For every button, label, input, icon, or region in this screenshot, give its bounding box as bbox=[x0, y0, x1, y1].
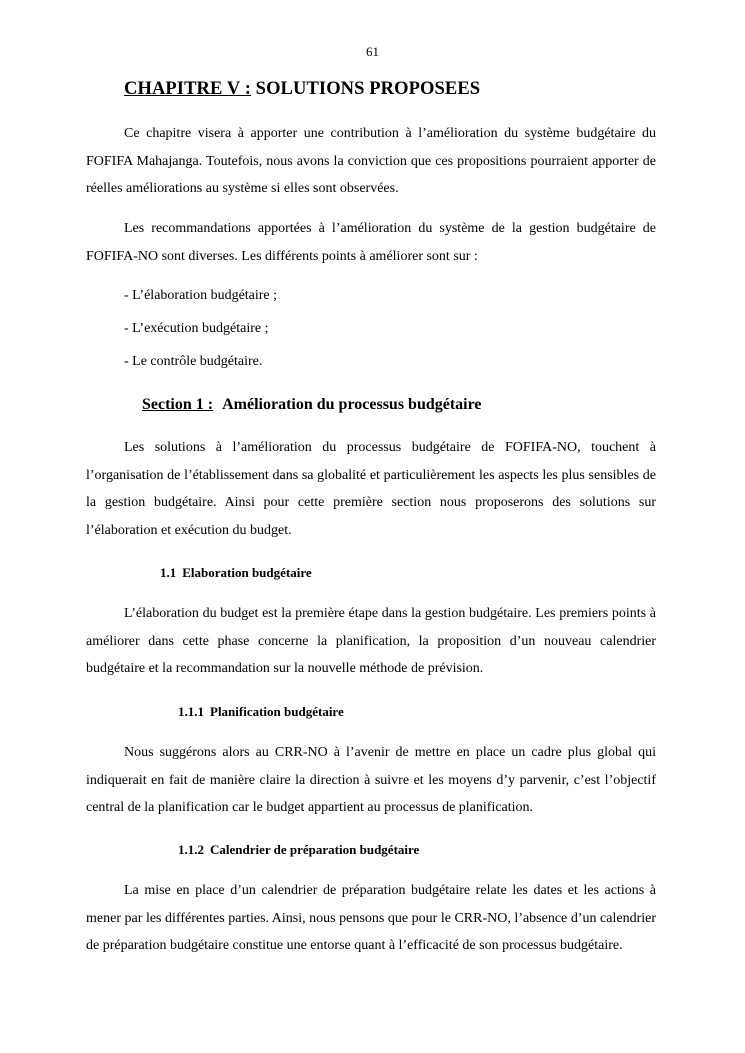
section-paragraph: Les solutions à l’amélioration du processus budgétaire de FOFIFA-NO, touchent à l’organisation de l’établissement dans sa globalité et particulièrement les aspects les plus sensibles de la gestion budgétaire. Ainsi pour cette première section nous proposerons des solutions sur l’élaboration et exécution du budget. bbox=[86, 440, 656, 538]
chapter-heading bbox=[124, 79, 480, 100]
subsection-heading bbox=[178, 842, 419, 858]
subsection-heading bbox=[178, 704, 344, 720]
subsection-number: 1.1 bbox=[160, 565, 177, 580]
subsection-number: 1.1.2 bbox=[178, 842, 204, 857]
subsection-heading bbox=[160, 565, 312, 581]
list-item: - L’exécution budgétaire ; bbox=[124, 321, 269, 336]
list-item: - Le contrôle budgétaire. bbox=[124, 354, 263, 369]
section-heading bbox=[142, 396, 482, 414]
subsection-paragraph: Nous suggérons alors au CRR-NO à l’avenir de mettre en place un cadre plus global qui indiquerait en fait de manière claire la direction à suivre et les moyens d’y parvenir, c’est l’objectif central de la planification car le budget appartient au processus de planification. bbox=[86, 745, 656, 816]
subsection-paragraph: L’élaboration du budget est la première étape dans la gestion budgétaire. Les premiers points à améliorer dans cette phase concerne la planification, la proposition d’un nouveau calendrier budgétaire et la recommandation sur la nouvelle méthode de prévision. bbox=[86, 606, 656, 677]
subsection-title: Calendrier de préparation budgétaire bbox=[210, 842, 420, 857]
list-item: - L’élaboration budgétaire ; bbox=[124, 288, 278, 303]
subsection-number: 1.1.1 bbox=[178, 704, 204, 719]
section-title: Amélioration du processus budgétaire bbox=[222, 396, 482, 413]
page-number: 61 bbox=[366, 44, 379, 59]
subsection-paragraph: La mise en place d’un calendrier de préparation budgétaire relate les dates et les actions à mener par les différentes parties. Ainsi, nous pensons que pour le CRR-NO, l’absence d’un calendrier de préparation budgétaire constitue une entorse quant à l’efficacité de son processus budgétaire. bbox=[86, 883, 656, 954]
section-label: Section 1 : bbox=[142, 396, 214, 413]
intro-paragraph-2: Les recommandations apportées à l’amélioration du système de la gestion budgétaire de FOFIFA-NO sont diverses. Les différents points à améliorer sont sur : bbox=[86, 221, 656, 264]
chapter-title: SOLUTIONS PROPOSEES bbox=[250, 79, 481, 99]
intro-paragraph-1: Ce chapitre visera à apporter une contribution à l’amélioration du système budgétaire du FOFIFA Mahajanga. Toutefois, nous avons la conviction que ces propositions pourraient apporter de réelles améliorations au système si elles sont observées. bbox=[86, 126, 656, 197]
subsection-title: Planification budgétaire bbox=[210, 704, 344, 719]
subsection-title: Elaboration budgétaire bbox=[182, 565, 312, 580]
chapter-label: CHAPITRE V : bbox=[124, 79, 251, 99]
